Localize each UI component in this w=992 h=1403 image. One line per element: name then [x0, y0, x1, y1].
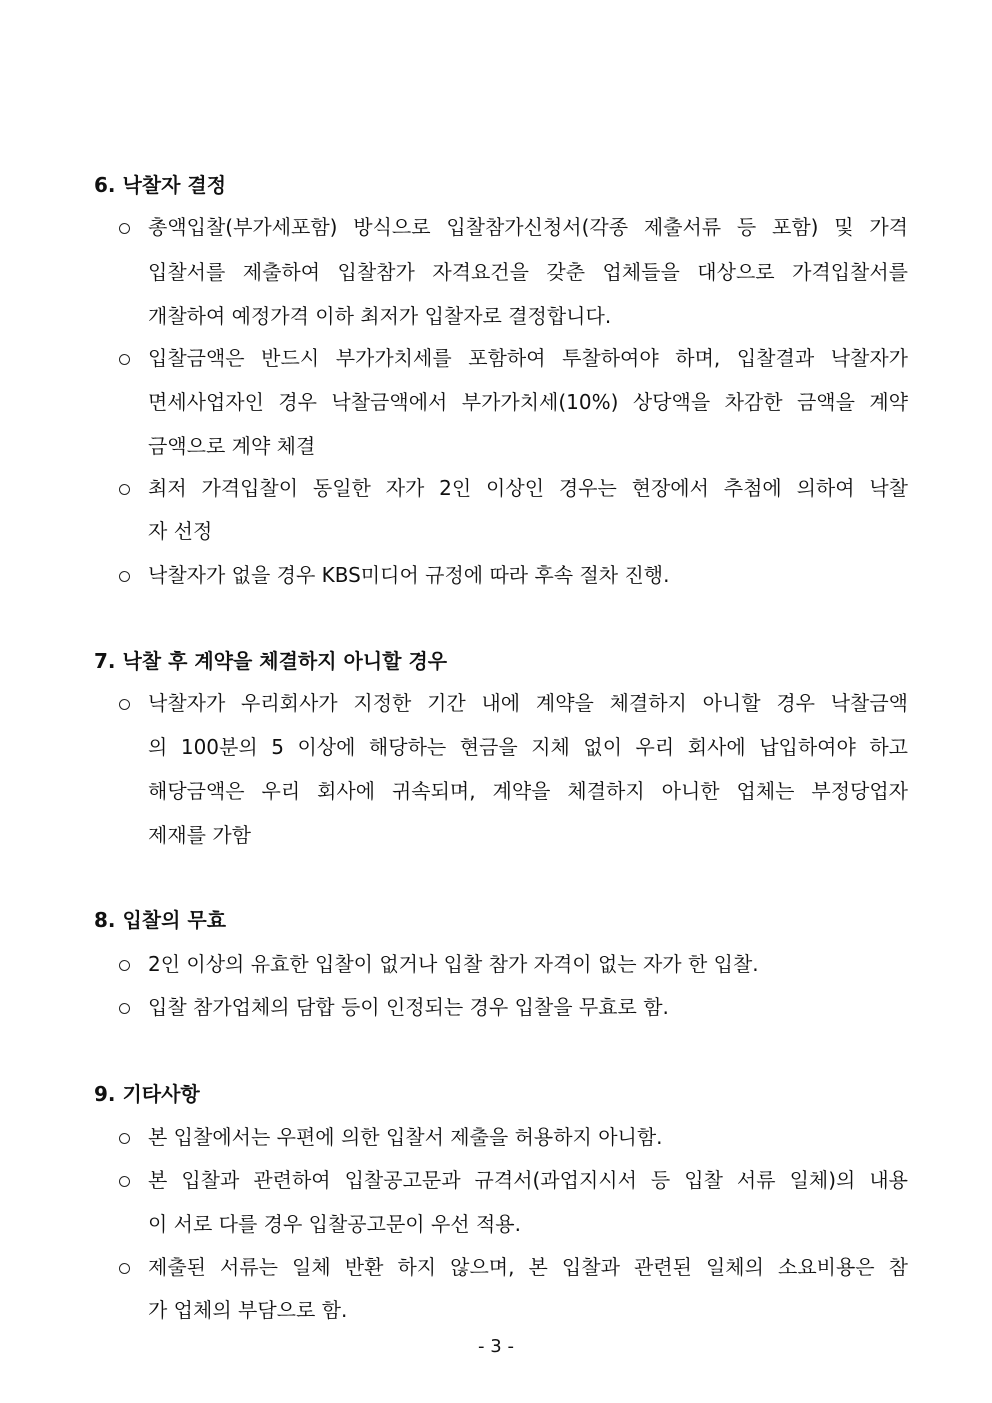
list-item-line: 낙찰자가 우리회사가 지정한 기간 내에 계약을 체결하지 아니할 경우 낙찰금액 — [148, 691, 908, 715]
list-item-line: 입찰금액은 반드시 부가가치세를 포함하여 투찰하여야 하며, 입찰결과 낙찰자가 — [148, 346, 908, 370]
list-item-line: 자 선정 — [148, 519, 213, 543]
list-item-line: 본 입찰과 관련하여 입찰공고문과 규격서(과업지시서 등 입찰 서류 일체)의 내용 — [148, 1168, 908, 1192]
circle-bullet-icon — [119, 699, 130, 710]
list-item-line: 면세사업자인 경우 낙찰금액에서 부가가치세(10%) 상당액을 차감한 금액을 계약 — [148, 390, 908, 414]
list-item-line: 제출된 서류는 일체 반환 하지 않으며, 본 입찰과 관련된 일체의 소요비용은 참 — [148, 1255, 908, 1279]
circle-bullet-icon — [119, 354, 130, 365]
list-item-line: 입찰 참가업체의 담합 등이 인정되는 경우 입찰을 무효로 함. — [148, 995, 669, 1019]
section-heading-8: 8. 입찰의 무효 — [94, 908, 227, 932]
circle-bullet-icon — [119, 960, 130, 971]
list-item-line: 제재를 가함 — [148, 823, 251, 847]
list-item-line: 개찰하여 예정가격 이하 최저가 입찰자로 결정합니다. — [148, 304, 612, 328]
section-heading-7: 7. 낙찰 후 계약을 체결하지 아니할 경우 — [94, 649, 448, 673]
section-heading-9: 9. 기타사항 — [94, 1082, 200, 1106]
circle-bullet-icon — [119, 1003, 130, 1014]
circle-bullet-icon — [119, 1133, 130, 1144]
list-item-line: 의 100분의 5 이상에 해당하는 현금을 지체 없이 우리 회사에 납입하여야 하고 — [148, 735, 908, 759]
list-item-line: 가 업체의 부담으로 함. — [148, 1298, 348, 1322]
list-item-line: 입찰서를 제출하여 입찰참가 자격요건을 갖춘 업체들을 대상으로 가격입찰서를 — [148, 260, 908, 284]
list-item-line: 이 서로 다를 경우 입찰공고문이 우선 적용. — [148, 1212, 521, 1236]
list-item-line: 총액입찰(부가세포함) 방식으로 입찰참가신청서(각종 제출서류 등 포함) 및 가격 — [148, 215, 908, 239]
list-item-line: 2인 이상의 유효한 입찰이 없거나 입찰 참가 자격이 없는 자가 한 입찰. — [148, 952, 759, 976]
list-item-line: 최저 가격입찰이 동일한 자가 2인 이상인 경우는 현장에서 추첨에 의하여 낙찰 — [148, 476, 908, 500]
circle-bullet-icon — [119, 223, 130, 234]
section-heading-6: 6. 낙찰자 결정 — [94, 173, 227, 197]
circle-bullet-icon — [119, 1263, 130, 1274]
list-item-line: 금액으로 계약 체결 — [148, 434, 316, 458]
page-number: - 3 - — [478, 1336, 514, 1357]
circle-bullet-icon — [119, 571, 130, 582]
circle-bullet-icon — [119, 1176, 130, 1187]
list-item-line: 본 입찰에서는 우편에 의한 입찰서 제출을 허용하지 아니함. — [148, 1125, 663, 1149]
list-item-line: 해당금액은 우리 회사에 귀속되며, 계약을 체결하지 아니한 업체는 부정당업자 — [148, 779, 908, 803]
circle-bullet-icon — [119, 484, 130, 495]
list-item-line: 낙찰자가 없을 경우 KBS미디어 규정에 따라 후속 절차 진행. — [148, 563, 670, 587]
